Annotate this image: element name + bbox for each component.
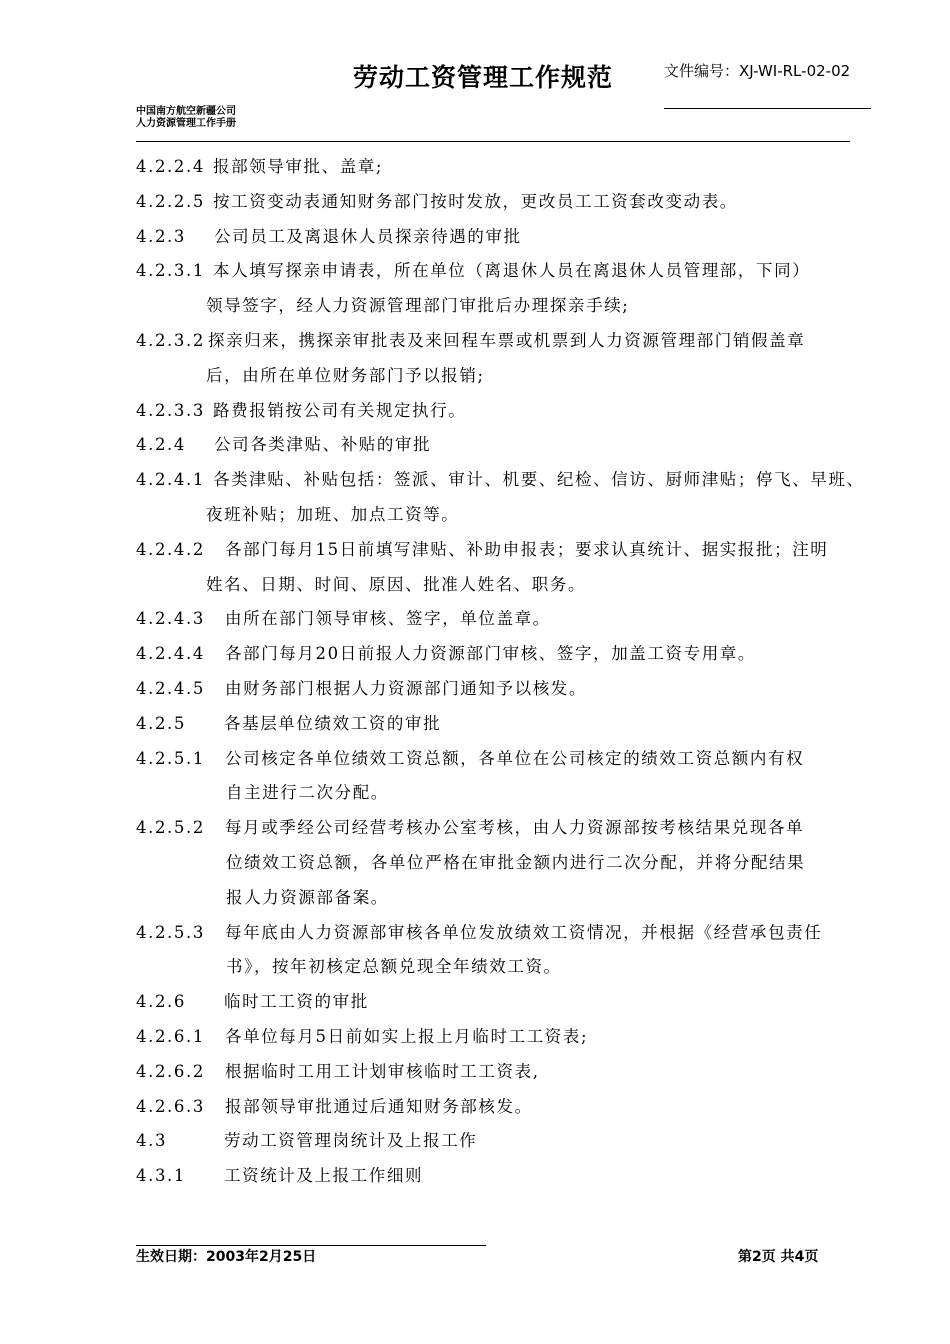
clause-text: 公司各类津贴、补贴的审批 bbox=[214, 435, 432, 455]
clause-text: 各类津贴、补贴包括：签派、审计、机要、纪检、信访、厨师津贴；停飞、早班、 bbox=[213, 470, 865, 490]
clause-continuation bbox=[136, 289, 850, 324]
clause-text: 领导签字，经人力资源管理部门审批后办理探亲手续; bbox=[206, 296, 630, 316]
clause-line bbox=[136, 463, 865, 498]
clause-text: 路费报销按公司有关规定执行。 bbox=[213, 400, 467, 420]
clause-line bbox=[136, 916, 850, 951]
clause-text: 公司核定各单位绩效工资总额，各单位在公司核定的绩效工资总额内有权 bbox=[225, 748, 805, 768]
clause-line bbox=[136, 220, 850, 255]
clause-number: 4.2.5.1 bbox=[136, 748, 205, 768]
clause-text: 后，由所在单位财务部门予以报销; bbox=[206, 365, 485, 385]
effective-date: 生效日期：2003年2月25日 bbox=[136, 1249, 317, 1265]
clause-text: 姓名、日期、时间、原因、批准人姓名、职务。 bbox=[206, 574, 587, 594]
clause-text: 书》，按年初核定总额兑现全年绩效工资。 bbox=[226, 957, 562, 977]
page-title: 劳动工资管理工作规范 bbox=[353, 63, 614, 92]
company-name: 中国南方航空新疆公司 bbox=[136, 106, 236, 117]
clause-number: 4.2.2.4 bbox=[136, 157, 205, 176]
clause-number: 4.2.3.1 bbox=[136, 261, 205, 281]
clause-line bbox=[136, 254, 850, 289]
clause-line bbox=[136, 533, 850, 568]
page-number: 第2页 共4页 bbox=[738, 1249, 819, 1265]
clause-number: 4.2.5.2 bbox=[136, 818, 205, 838]
clause-number: 4.3.1 bbox=[136, 1166, 186, 1186]
clause-line bbox=[136, 324, 850, 359]
document-number-underline bbox=[664, 108, 871, 109]
clause-number: 4.2.4.1 bbox=[136, 470, 205, 490]
clause-line bbox=[136, 985, 850, 1020]
clause-number: 4.2.5 bbox=[136, 713, 186, 733]
clause-text: 由所在部门领导审核、签字，单位盖章。 bbox=[225, 609, 551, 629]
clause-number: 4.2.6.3 bbox=[136, 1096, 205, 1116]
clause-line bbox=[136, 1090, 850, 1125]
clause-line bbox=[136, 602, 850, 637]
clause-line bbox=[136, 428, 850, 463]
clause-number: 4.2.5.3 bbox=[136, 922, 205, 942]
clause-line bbox=[136, 707, 850, 742]
clause-continuation bbox=[136, 568, 850, 603]
company-block bbox=[136, 106, 236, 130]
clause-line bbox=[136, 1124, 850, 1159]
clause-text: 报部领导审批通过后通知财务部核发。 bbox=[225, 1096, 533, 1116]
document-body bbox=[136, 150, 865, 1194]
clause-line bbox=[136, 394, 850, 429]
clause-continuation bbox=[136, 359, 850, 394]
clause-line bbox=[136, 811, 850, 846]
clause-line bbox=[136, 185, 850, 220]
header-divider bbox=[136, 141, 850, 142]
clause-text: 根据临时工用工计划审核临时工工资表, bbox=[225, 1061, 540, 1081]
document-number: 文件编号：XJ-WI-RL-02-02 bbox=[664, 62, 851, 80]
clause-continuation bbox=[136, 846, 850, 881]
clause-line bbox=[136, 1159, 850, 1194]
clause-text: 位绩效工资总额，各单位严格在审批金额内进行二次分配，并将分配结果 bbox=[226, 852, 806, 872]
clause-number: 4.2.2.5 bbox=[136, 191, 205, 211]
clause-number: 4.2.4 bbox=[136, 435, 186, 455]
clause-text: 探亲归来，携探亲审批表及来回程车票或机票到人力资源管理部门销假盖章 bbox=[208, 330, 806, 350]
clause-text: 报人力资源部备案。 bbox=[226, 887, 389, 907]
manual-name: 人力资源管理工作手册 bbox=[136, 118, 236, 129]
clause-text: 各部门每月15日前填写津贴、补助申报表；要求认真统计、据实报批；注明 bbox=[225, 539, 829, 559]
clause-line bbox=[136, 742, 850, 777]
clause-continuation bbox=[136, 950, 850, 985]
clause-text: 各部门每月20日前报人力资源部门审核、签字，加盖工资专用章。 bbox=[225, 644, 756, 664]
clause-text: 工资统计及上报工作细则 bbox=[224, 1166, 424, 1186]
clause-text: 按工资变动表通知财务部门按时发放，更改员工工资套改变动表。 bbox=[213, 191, 738, 211]
clause-continuation bbox=[136, 498, 850, 533]
clause-text: 自主进行二次分配。 bbox=[226, 783, 389, 803]
clause-text: 各基层单位绩效工资的审批 bbox=[224, 713, 442, 733]
clause-line bbox=[136, 1020, 850, 1055]
clause-text: 夜班补贴；加班、加点工资等。 bbox=[206, 504, 460, 524]
clause-text: 由财务部门根据人力资源部门通知予以核发。 bbox=[225, 678, 587, 698]
clause-text: 公司员工及离退休人员探亲待遇的审批 bbox=[214, 226, 522, 246]
clause-text: 本人填写探亲申请表，所在单位（离退休人员在离退休人员管理部，下同） bbox=[213, 261, 811, 281]
clause-number: 4.2.6.1 bbox=[136, 1026, 205, 1046]
clause-number: 4.2.3.2 bbox=[136, 330, 205, 350]
clause-number: 4.2.6 bbox=[136, 992, 186, 1012]
clause-continuation bbox=[136, 776, 850, 811]
clause-line bbox=[136, 637, 850, 672]
clause-line bbox=[136, 1055, 850, 1090]
clause-number: 4.2.4.4 bbox=[136, 644, 205, 664]
clause-number: 4.2.4.5 bbox=[136, 678, 205, 698]
clause-number: 4.2.4.3 bbox=[136, 609, 205, 629]
clause-text: 劳动工资管理岗统计及上报工作 bbox=[224, 1131, 478, 1151]
clause-text: 各单位每月5日前如实上报上月临时工工资表; bbox=[225, 1026, 589, 1046]
clause-number: 4.2.6.2 bbox=[136, 1061, 205, 1081]
clause-line bbox=[136, 150, 850, 185]
clause-text: 临时工工资的审批 bbox=[224, 992, 369, 1012]
clause-text: 报部领导审批、盖章; bbox=[213, 157, 384, 176]
clause-text: 每年底由人力资源部审核各单位发放绩效工资情况，并根据《经营承包责任 bbox=[225, 922, 823, 942]
clause-line bbox=[136, 672, 850, 707]
clause-text: 每月或季经公司经营考核办公室考核，由人力资源部按考核结果兑现各单 bbox=[225, 818, 805, 838]
clause-number: 4.2.3.3 bbox=[136, 400, 205, 420]
clause-number: 4.2.4.2 bbox=[136, 539, 205, 559]
clause-number: 4.2.3 bbox=[136, 226, 186, 246]
clause-number: 4.3 bbox=[136, 1131, 168, 1151]
clause-continuation bbox=[136, 881, 850, 916]
